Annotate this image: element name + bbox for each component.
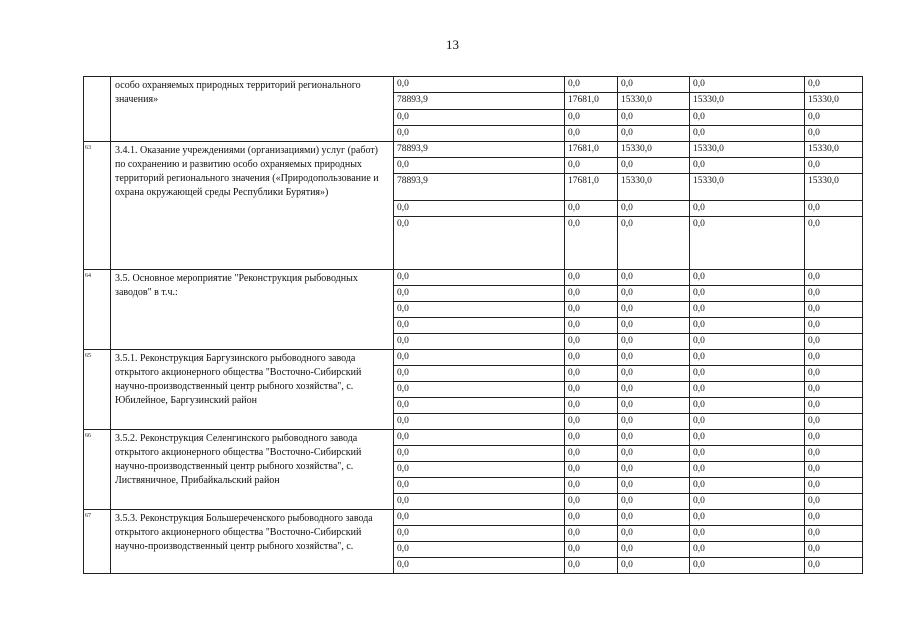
value-cell: 0,0 [690,430,805,446]
value-cell: 0,0 [690,382,805,398]
value-cell: 0,0 [618,158,690,174]
value-cell: 0,0 [394,366,565,382]
value-cell: 0,0 [618,558,690,574]
value-cell: 0,0 [690,478,805,494]
value-cell: 0,0 [690,366,805,382]
table-body [84,77,863,574]
value-cell: 0,0 [805,286,863,302]
value-cell: 0,0 [565,318,618,334]
value-cell: 17681,0 [565,174,618,201]
value-cell: 15330,0 [618,93,690,110]
value-cell: 0,0 [690,446,805,462]
value-cell: 0,0 [618,286,690,302]
value-cell: 0,0 [565,217,618,270]
row-number-cell: 64 [84,270,111,350]
value-cell: 15330,0 [690,142,805,158]
value-cell: 0,0 [805,430,863,446]
value-cell: 0,0 [690,318,805,334]
value-cell: 0,0 [565,430,618,446]
value-cell: 0,0 [565,302,618,318]
value-cell: 15330,0 [690,174,805,201]
value-cell: 0,0 [690,350,805,366]
value-cell: 78893,9 [394,93,565,110]
value-cell: 0,0 [690,158,805,174]
value-cell: 0,0 [805,110,863,126]
value-cell: 0,0 [618,302,690,318]
value-cell: 0,0 [394,446,565,462]
value-cell: 0,0 [618,126,690,142]
value-cell: 0,0 [565,126,618,142]
value-cell: 0,0 [394,350,565,366]
value-cell: 15330,0 [805,93,863,110]
value-cell: 0,0 [565,446,618,462]
value-cell: 0,0 [690,110,805,126]
value-cell: 78893,9 [394,142,565,158]
value-cell: 0,0 [690,462,805,478]
description-cell: 3.5.2. Реконструкция Селенгинского рыбоводного завода открытого акционерного общества "Восточно-Сибирский научно-производственный центр рыбного хозяйства", с. Листвяничное, Прибайкальский район [111,430,394,510]
value-cell: 0,0 [805,446,863,462]
value-cell: 0,0 [690,558,805,574]
value-cell: 0,0 [565,478,618,494]
row-number-cell: 65 [84,350,111,430]
value-cell: 0,0 [805,366,863,382]
value-cell: 0,0 [394,217,565,270]
value-cell: 0,0 [394,462,565,478]
value-cell: 0,0 [805,478,863,494]
row-number-cell: 63 [84,142,111,270]
value-cell: 0,0 [805,77,863,93]
value-cell: 0,0 [805,462,863,478]
value-cell: 0,0 [618,478,690,494]
value-cell: 0,0 [394,334,565,350]
value-cell: 0,0 [690,302,805,318]
value-cell: 0,0 [805,201,863,217]
value-cell: 0,0 [690,270,805,286]
value-cell: 0,0 [618,526,690,542]
value-cell: 0,0 [565,334,618,350]
table-row [84,510,863,526]
value-cell: 0,0 [805,414,863,430]
value-cell: 0,0 [565,286,618,302]
value-cell: 0,0 [565,398,618,414]
value-cell: 0,0 [394,494,565,510]
value-cell: 0,0 [394,302,565,318]
value-cell: 0,0 [394,398,565,414]
description-cell: 3.5.1. Реконструкция Баргузинского рыбоводного завода открытого акционерного общества "Восточно-Сибирский научно-производственный центр рыбного хозяйства", с. Юбилейное, Баргузинский район [111,350,394,430]
value-cell: 15330,0 [805,142,863,158]
row-number-cell: 67 [84,510,111,574]
value-cell: 0,0 [805,334,863,350]
description-cell: 3.5.3. Реконструкция Большереченского рыбоводного завода открытого акционерного общества "Восточно-Сибирский научно-производственный центр рыбного хозяйства", с. [111,510,394,574]
value-cell: 0,0 [690,77,805,93]
value-cell: 0,0 [618,414,690,430]
value-cell: 0,0 [805,558,863,574]
value-cell: 0,0 [394,110,565,126]
value-cell: 15330,0 [618,142,690,158]
value-cell: 0,0 [618,446,690,462]
description-cell: 3.4.1. Оказание учреждениями (организациями) услуг (работ) по сохранению и развитию особо охраняемых природных территорий регионального значения («Природопользование и охрана окружающей среды Республики Бурятия») [111,142,394,270]
value-cell: 17681,0 [565,93,618,110]
value-cell: 0,0 [394,526,565,542]
value-cell: 0,0 [565,494,618,510]
table-row [84,430,863,446]
value-cell: 0,0 [394,510,565,526]
value-cell: 0,0 [565,110,618,126]
value-cell: 0,0 [805,302,863,318]
value-cell: 0,0 [565,270,618,286]
table-row [84,77,863,93]
page-number: 13 [446,37,459,52]
value-cell: 0,0 [618,462,690,478]
value-cell: 0,0 [618,494,690,510]
value-cell: 0,0 [618,334,690,350]
value-cell: 0,0 [394,286,565,302]
value-cell: 0,0 [394,478,565,494]
value-cell: 0,0 [690,542,805,558]
value-cell: 0,0 [394,382,565,398]
value-cell: 0,0 [805,494,863,510]
value-cell: 0,0 [565,350,618,366]
value-cell: 0,0 [805,318,863,334]
value-cell: 0,0 [805,217,863,270]
value-cell: 0,0 [565,382,618,398]
value-cell: 0,0 [394,126,565,142]
value-cell: 0,0 [618,318,690,334]
value-cell: 0,0 [618,270,690,286]
value-cell: 0,0 [618,510,690,526]
value-cell: 0,0 [394,542,565,558]
value-cell: 0,0 [618,382,690,398]
value-cell: 0,0 [618,366,690,382]
value-cell: 0,0 [805,350,863,366]
value-cell: 0,0 [690,217,805,270]
description-cell: особо охраняемых природных территорий регионального значения» [111,77,394,142]
value-cell: 17681,0 [565,142,618,158]
value-cell: 0,0 [394,158,565,174]
value-cell: 0,0 [618,542,690,558]
value-cell: 0,0 [565,462,618,478]
value-cell: 0,0 [690,201,805,217]
value-cell: 0,0 [805,542,863,558]
value-cell: 0,0 [805,510,863,526]
table-row [84,142,863,158]
value-cell: 0,0 [805,398,863,414]
value-cell: 0,0 [394,270,565,286]
value-cell: 0,0 [565,542,618,558]
value-cell: 0,0 [618,110,690,126]
value-cell: 0,0 [394,201,565,217]
row-number-cell [84,77,111,142]
value-cell: 0,0 [618,217,690,270]
value-cell: 0,0 [690,126,805,142]
value-cell: 0,0 [690,398,805,414]
value-cell: 0,0 [805,526,863,542]
value-cell: 0,0 [394,318,565,334]
table-row [84,350,863,366]
value-cell: 0,0 [805,126,863,142]
value-cell: 0,0 [690,494,805,510]
value-cell: 0,0 [394,558,565,574]
value-cell: 15330,0 [805,174,863,201]
value-cell: 0,0 [805,270,863,286]
value-cell: 0,0 [618,201,690,217]
value-cell: 0,0 [618,398,690,414]
value-cell: 0,0 [805,382,863,398]
value-cell: 0,0 [690,334,805,350]
value-cell: 0,0 [805,158,863,174]
value-cell: 0,0 [565,77,618,93]
description-cell: 3.5. Основное мероприятие "Реконструкция рыбоводных заводов" в т.ч.: [111,270,394,350]
value-cell: 0,0 [690,414,805,430]
value-cell: 0,0 [394,430,565,446]
value-cell: 78893,9 [394,174,565,201]
value-cell: 0,0 [565,366,618,382]
value-cell: 0,0 [618,430,690,446]
value-cell: 0,0 [690,510,805,526]
budget-table [83,76,863,574]
value-cell: 0,0 [690,286,805,302]
value-cell: 0,0 [565,158,618,174]
table-row [84,270,863,286]
value-cell: 0,0 [690,526,805,542]
value-cell: 0,0 [565,526,618,542]
value-cell: 0,0 [565,414,618,430]
value-cell: 15330,0 [618,174,690,201]
row-number-cell: 66 [84,430,111,510]
value-cell: 0,0 [618,77,690,93]
value-cell: 0,0 [565,510,618,526]
value-cell: 0,0 [394,77,565,93]
value-cell: 0,0 [394,414,565,430]
value-cell: 0,0 [565,201,618,217]
value-cell: 15330,0 [690,93,805,110]
value-cell: 0,0 [618,350,690,366]
value-cell: 0,0 [565,558,618,574]
